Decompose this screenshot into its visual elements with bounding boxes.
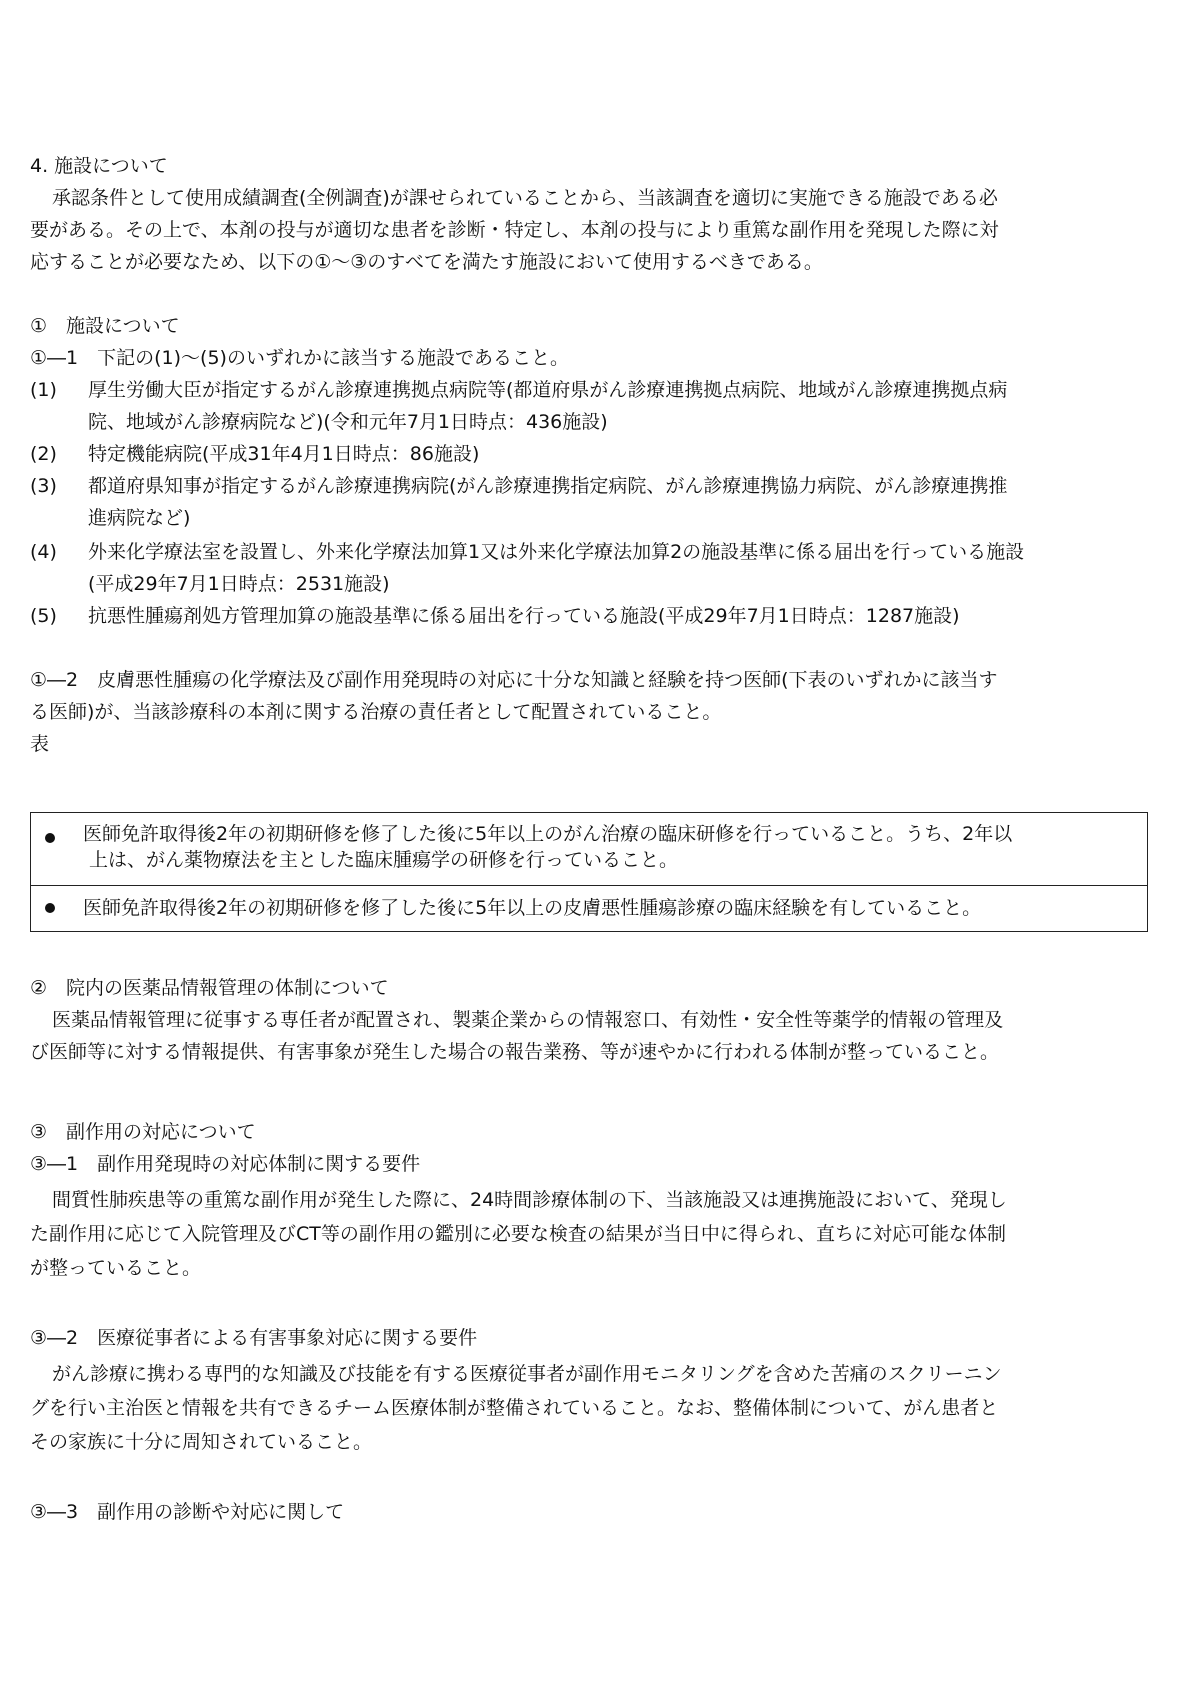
subsection-heading: ③ 副作用の対応について	[30, 1121, 256, 1143]
list-item-line: 外来化学療法室を設置し、外来化学療法加算1又は外来化学療法加算2の施設基準に係る届出を行っている施設	[88, 541, 1025, 563]
paragraph-line: 応することが必要なため、以下の①～③のすべてを満たす施設において使用するべきである。	[30, 251, 823, 273]
list-item-line: 院、地域がん診療病院など)(令和元年7月1日時点：436施設)	[88, 411, 608, 433]
table-cell-line: 上は、がん薬物療法を主とした臨床腫瘍学の研修を行っていること。	[89, 849, 679, 871]
table-row	[31, 885, 1147, 931]
subsection-heading: ① 施設について	[30, 315, 180, 337]
list-item-line: 抗悪性腫瘍剤処方管理加算の施設基準に係る届出を行っている施設(平成29年7月1日時点：1287施設)	[88, 605, 960, 627]
bullet-icon	[45, 833, 55, 843]
table-cell-line: 医師免許取得後2年の初期研修を修了した後に5年以上のがん治療の臨床研修を行っていること。うち、2年以	[83, 823, 1013, 845]
paragraph-line: び医師等に対する情報提供、有害事象が発生した場合の報告業務、等が速やかに行われる体制が整っていること。	[30, 1041, 1000, 1063]
subsection-line: ①―2 皮膚悪性腫瘍の化学療法及び副作用発現時の対応に十分な知識と経験を持つ医師(下表のいずれかに該当す	[30, 669, 998, 691]
paragraph-line: 承認条件として使用成績調査(全例調査)が課せられていることから、当該調査を適切に実施できる施設である必	[52, 187, 998, 209]
paragraph-line: が整っていること。	[30, 1257, 202, 1279]
table-label: 表	[30, 733, 50, 755]
requirements-table	[30, 812, 1148, 932]
table-cell-line: 医師免許取得後2年の初期研修を修了した後に5年以上の皮膚悪性腫瘍診療の臨床経験を有していること。	[83, 897, 982, 919]
list-item-line: 進病院など)	[88, 507, 191, 529]
table-row	[31, 813, 1147, 886]
subsection-heading: ③―2 医療従事者による有害事象対応に関する要件	[30, 1327, 478, 1349]
subsection-heading: ③―3 副作用の診断や対応に関して	[30, 1501, 345, 1523]
bullet-icon	[45, 903, 55, 913]
list-item-line: 特定機能病院(平成31年4月1日時点：86施設)	[88, 443, 480, 465]
list-item-line: 都道府県知事が指定するがん診療連携病院(がん診療連携指定病院、がん診療連携協力病院、がん診療連携推	[88, 475, 1008, 497]
list-number: (4)	[30, 541, 57, 563]
subsection-heading: ③―1 副作用発現時の対応体制に関する要件	[30, 1153, 421, 1175]
paragraph-line: グを行い主治医と情報を共有できるチーム医療体制が整備されていること。なお、整備体制について、がん患者と	[30, 1397, 999, 1419]
list-number: (5)	[30, 605, 57, 627]
subsection-line: る医師)が、当該診療科の本剤に関する治療の責任者として配置されていること。	[30, 701, 722, 723]
subsection-heading: ①―1 下記の(1)～(5)のいずれかに該当する施設であること。	[30, 347, 569, 369]
section-heading: 4. 施設について	[30, 155, 168, 177]
list-number: (3)	[30, 475, 57, 497]
paragraph-line: 間質性肺疾患等の重篤な副作用が発生した際に、24時間診療体制の下、当該施設又は連携施設において、発現し	[52, 1189, 1007, 1211]
list-item-line: (平成29年7月1日時点：2531施設)	[88, 573, 390, 595]
paragraph-line: がん診療に携わる専門的な知識及び技能を有する医療従事者が副作用モニタリングを含めた苦痛のスクリーニン	[52, 1363, 1002, 1385]
subsection-heading: ② 院内の医薬品情報管理の体制について	[30, 977, 389, 999]
list-number: (1)	[30, 379, 57, 401]
paragraph-line: 要がある。その上で、本剤の投与が適切な患者を診断・特定し、本剤の投与により重篤な副作用を発現した際に対	[30, 219, 999, 241]
list-number: (2)	[30, 443, 57, 465]
paragraph-line: た副作用に応じて入院管理及びCT等の副作用の鑑別に必要な検査の結果が当日中に得られ、直ちに対応可能な体制	[30, 1223, 1007, 1245]
paragraph-line: その家族に十分に周知されていること。	[30, 1431, 373, 1453]
paragraph-line: 医薬品情報管理に従事する専任者が配置され、製薬企業からの情報窓口、有効性・安全性等薬学的情報の管理及	[52, 1009, 1004, 1031]
list-item-line: 厚生労働大臣が指定するがん診療連携拠点病院等(都道府県がん診療連携拠点病院、地域がん診療連携拠点病	[88, 379, 1008, 401]
